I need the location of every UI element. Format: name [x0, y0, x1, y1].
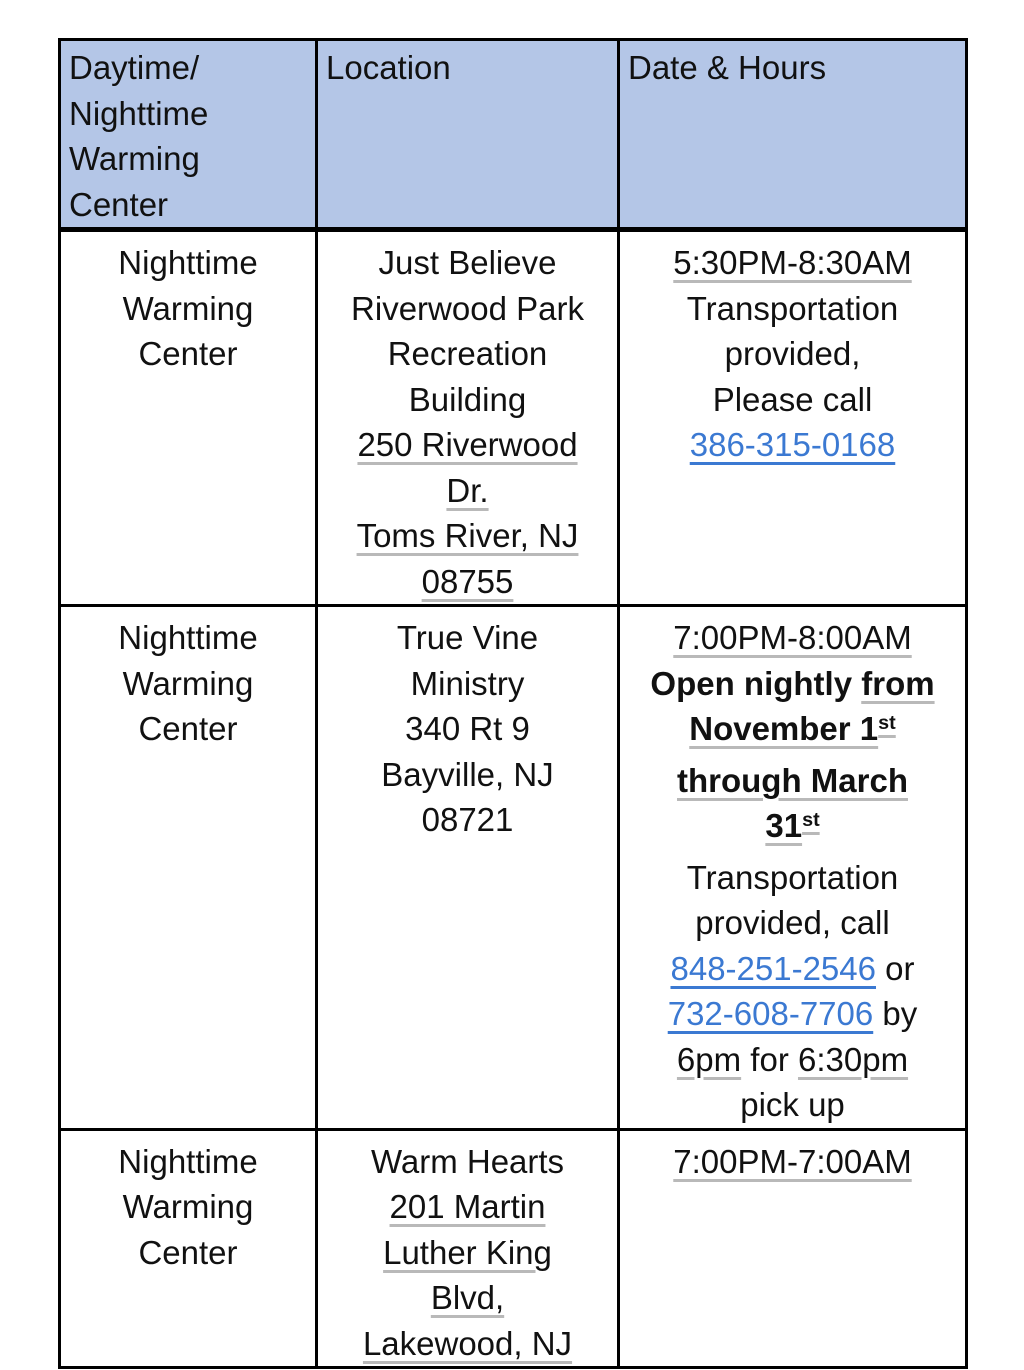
- text-span: Toms River, NJ: [356, 517, 579, 554]
- text-span: Transportation: [686, 289, 899, 327]
- text-line: [620, 422, 965, 468]
- text-span: Blvd,: [430, 1279, 505, 1316]
- text-line: [318, 240, 617, 286]
- header-cell-center-type: [60, 40, 317, 230]
- cell-hours: [619, 230, 967, 606]
- text-line: [61, 1139, 315, 1185]
- warming-centers-table: [58, 38, 968, 1369]
- text-line: [620, 286, 965, 332]
- text-line: [620, 946, 965, 992]
- text-line: [620, 240, 965, 286]
- text-line: [61, 615, 315, 661]
- text-span: Please call: [712, 380, 873, 418]
- text-span: through March: [677, 761, 908, 799]
- text-line: [318, 1230, 617, 1276]
- text-line: [318, 706, 617, 752]
- table-row: [60, 1129, 967, 1368]
- text-line: [61, 661, 315, 707]
- text-line: [318, 468, 617, 514]
- text-span: or: [876, 949, 915, 987]
- text-line: [318, 513, 617, 559]
- phone-link[interactable]: 848-251-2546: [670, 949, 876, 987]
- text-span: Luther King: [383, 1233, 552, 1271]
- text-line: [318, 1321, 617, 1367]
- text-line: [61, 286, 315, 332]
- text-span: Just Believe: [378, 244, 557, 281]
- text-line: [318, 377, 617, 423]
- text-line: [318, 752, 617, 798]
- text-line: [620, 991, 965, 1037]
- text-span: Bayville, NJ: [381, 755, 554, 793]
- cell-location: [317, 230, 619, 606]
- text-span: Nighttime: [118, 619, 258, 656]
- cell-hours: [619, 1129, 967, 1368]
- text-line: [318, 331, 617, 377]
- text-line: [620, 661, 965, 707]
- text-span: for: [741, 1040, 798, 1078]
- table-row: [60, 230, 967, 606]
- header-text-line: Warming: [69, 140, 200, 177]
- text-span: Riverwood Park: [351, 289, 584, 327]
- text-line: [318, 1275, 617, 1321]
- text-line: [620, 706, 965, 758]
- text-span: 340 Rt 9: [405, 710, 530, 747]
- text-span: Dr.: [446, 471, 489, 509]
- text-span: provided,: [724, 335, 861, 372]
- header-text-line: Center: [69, 185, 169, 223]
- text-span: 250 Riverwood: [357, 426, 578, 463]
- text-line: [61, 240, 315, 286]
- text-line: [61, 706, 315, 752]
- text-line: [318, 797, 617, 843]
- text-span: pick up: [740, 1086, 845, 1123]
- cell-location: [317, 606, 619, 1130]
- text-span: provided, call: [695, 904, 890, 941]
- text-line: [61, 1230, 315, 1276]
- cell-location: [317, 1129, 619, 1368]
- text-span: November 1: [689, 710, 879, 747]
- text-line: [620, 900, 965, 946]
- table-row: [60, 606, 967, 1130]
- text-span: Warming: [122, 1188, 254, 1225]
- text-span: Center: [138, 335, 238, 372]
- text-line: [620, 758, 965, 804]
- text-span: 6pm: [676, 1040, 742, 1078]
- header-row: [60, 40, 967, 230]
- text-line: [318, 286, 617, 332]
- text-span: st: [802, 809, 820, 832]
- text-span: Transportation: [686, 858, 899, 896]
- text-span: from: [861, 664, 935, 702]
- header-text-line: Nighttime: [69, 94, 209, 132]
- text-span: True Vine: [396, 619, 539, 656]
- phone-link[interactable]: 732-608-7706: [667, 995, 874, 1032]
- text-line: [318, 422, 617, 468]
- text-span: Recreation: [387, 335, 548, 372]
- text-span: 6:30pm: [797, 1040, 909, 1078]
- text-line: [620, 1082, 965, 1128]
- header-cell-location: [317, 40, 619, 230]
- cell-hours: [619, 606, 967, 1130]
- text-span: 31: [765, 807, 803, 844]
- text-span: 5:30PM-8:30AM: [673, 244, 912, 281]
- text-span: 7:00PM-8:00AM: [673, 619, 912, 656]
- text-span: Nighttime: [118, 244, 258, 281]
- text-line: [318, 615, 617, 661]
- text-span: Nighttime: [118, 1142, 258, 1180]
- text-span: Warming: [122, 289, 254, 327]
- phone-link[interactable]: 386-315-0168: [689, 426, 896, 463]
- header-text-line: Daytime/: [69, 49, 200, 86]
- text-span: st: [878, 712, 896, 735]
- text-span: Ministry: [410, 664, 525, 702]
- text-span: 08755: [421, 562, 514, 600]
- header-text-line: Location: [326, 49, 451, 86]
- text-line: [620, 803, 965, 855]
- text-span: 08721: [421, 801, 514, 838]
- text-line: [620, 1037, 965, 1083]
- text-span: Warming: [122, 664, 254, 702]
- text-line: [318, 1184, 617, 1230]
- text-line: [620, 331, 965, 377]
- text-line: [318, 559, 617, 605]
- cell-center: [60, 606, 317, 1130]
- text-span: Center: [138, 1233, 238, 1271]
- table-body: [60, 230, 967, 1368]
- header-cell-date-hours: [619, 40, 967, 230]
- text-span: 201 Martin: [389, 1188, 546, 1225]
- text-line: [620, 615, 965, 661]
- text-line: [61, 1184, 315, 1230]
- text-line: [620, 377, 965, 423]
- text-span: Warm Hearts: [370, 1142, 565, 1180]
- text-span: Building: [408, 380, 527, 418]
- header-text-line: Date & Hours: [628, 49, 827, 86]
- text-line: [318, 1139, 617, 1185]
- text-line: [61, 331, 315, 377]
- text-span: Open nightly: [650, 664, 862, 702]
- cell-center: [60, 1129, 317, 1368]
- text-span: 7:00PM-7:00AM: [673, 1142, 912, 1180]
- text-span: by: [873, 995, 918, 1032]
- text-span: Center: [138, 710, 238, 747]
- text-line: [620, 1139, 965, 1185]
- cell-center: [60, 230, 317, 606]
- text-span: Lakewood, NJ: [362, 1324, 573, 1362]
- text-line: [620, 855, 965, 901]
- text-line: [318, 661, 617, 707]
